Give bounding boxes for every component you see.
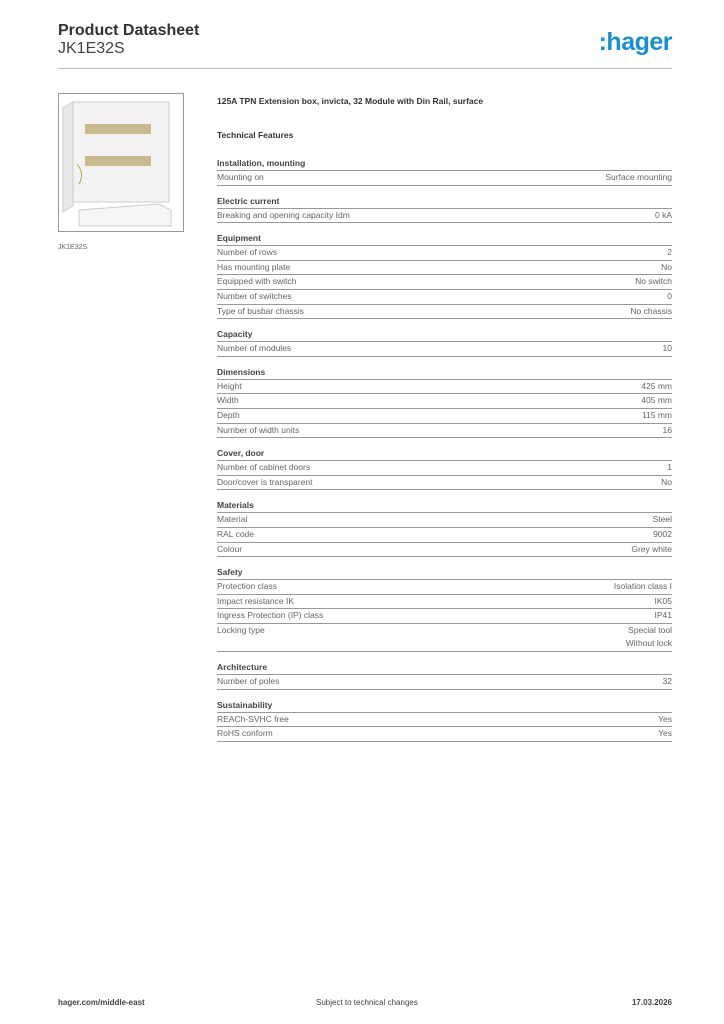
feature-row <box>217 513 672 528</box>
group-heading: Capacity <box>217 327 672 342</box>
feature-label: Number of width units <box>217 424 300 435</box>
group-heading: Materials <box>217 498 672 513</box>
feature-row <box>217 424 672 439</box>
feature-label: Number of poles <box>217 676 280 687</box>
feature-row <box>217 528 672 543</box>
feature-row <box>217 342 672 357</box>
feature-value: Yes <box>658 713 672 724</box>
feature-label: RAL code <box>217 528 255 539</box>
feature-group <box>217 498 672 557</box>
feature-label: REACh-SVHC free <box>217 713 289 724</box>
feature-row <box>217 409 672 424</box>
feature-value: IP41 <box>654 610 672 621</box>
feature-row <box>217 209 672 224</box>
feature-row <box>217 543 672 558</box>
feature-value: No chassis <box>630 305 672 316</box>
feature-value: No switch <box>635 276 672 287</box>
header-divider <box>58 68 672 69</box>
feature-label: RoHS conform <box>217 728 273 739</box>
feature-label: Breaking and opening capacity Idm <box>217 209 350 220</box>
feature-row <box>217 394 672 409</box>
feature-value: 9002 <box>653 528 672 539</box>
feature-label: Door/cover is transparent <box>217 476 313 487</box>
group-heading: Architecture <box>217 660 672 675</box>
feature-value: 2 <box>667 247 672 258</box>
feature-group <box>217 156 672 186</box>
feature-value: IK05 <box>654 595 672 606</box>
feature-group <box>217 194 672 224</box>
feature-label: Equipped with switch <box>217 276 297 287</box>
feature-label: Width <box>217 395 239 406</box>
feature-value: 425 mm <box>641 380 672 391</box>
feature-row <box>217 171 672 186</box>
image-caption: JK1E32S <box>58 244 88 251</box>
feature-row <box>217 290 672 305</box>
group-heading: Installation, mounting <box>217 156 672 171</box>
features <box>217 96 672 750</box>
feature-group <box>217 365 672 438</box>
feature-value: Yes <box>658 728 672 739</box>
feature-value: 115 mm <box>641 409 672 420</box>
feature-label: Number of cabinet doors <box>217 462 311 473</box>
feature-value: 1 <box>667 462 672 473</box>
feature-label: Impact resistance IK <box>217 595 295 606</box>
feature-label: Height <box>217 380 242 391</box>
feature-value: No <box>661 476 672 487</box>
feature-group <box>217 660 672 690</box>
feature-label: Protection class <box>217 581 277 592</box>
feature-group <box>217 565 672 652</box>
feature-label: Number of rows <box>217 247 277 258</box>
feature-row <box>217 246 672 261</box>
feature-value: 0 <box>667 290 672 301</box>
feature-value: Steel <box>652 514 672 525</box>
product-description: 125A TPN Extension box, invicta, 32 Module with Din Rail, surface <box>217 96 484 106</box>
group-heading: Equipment <box>217 231 672 246</box>
feature-row <box>217 380 672 395</box>
feature-value: No <box>661 261 672 272</box>
group-heading: Dimensions <box>217 365 672 380</box>
feature-row <box>217 609 672 624</box>
feature-label: Number of modules <box>217 343 292 354</box>
feature-row <box>217 580 672 595</box>
feature-row <box>217 595 672 610</box>
feature-value: 0 kA <box>654 209 672 220</box>
feature-label: Colour <box>217 543 243 554</box>
feature-label: Mounting on <box>217 172 264 182</box>
group-heading: Sustainability <box>217 698 672 713</box>
feature-group <box>217 327 672 357</box>
feature-value: Special tool Without lock <box>625 624 672 649</box>
page-title: Product Datasheet <box>58 22 200 39</box>
feature-value: 16 <box>662 424 672 435</box>
feature-value: 32 <box>662 676 672 687</box>
footer-date: 17.03.2026 <box>631 998 672 1007</box>
product-code: JK1E32S <box>58 40 125 57</box>
feature-value: Grey white <box>631 543 672 554</box>
feature-row <box>217 624 672 652</box>
feature-value: 10 <box>662 343 672 354</box>
feature-row <box>217 476 672 491</box>
group-heading: Electric current <box>217 194 672 209</box>
feature-group <box>217 698 672 742</box>
feature-row <box>217 713 672 728</box>
feature-row <box>217 305 672 320</box>
feature-label: Depth <box>217 409 240 420</box>
feature-label: Locking type <box>217 624 265 635</box>
feature-label: Number of switches <box>217 290 292 301</box>
footer-note: Subject to technical changes <box>316 998 418 1007</box>
group-heading: Cover, door <box>217 446 672 461</box>
feature-label: Ingress Protection (IP) class <box>217 610 324 621</box>
feature-group <box>217 231 672 319</box>
group-heading: Safety <box>217 565 672 580</box>
product-image <box>58 93 184 232</box>
feature-row <box>217 261 672 276</box>
footer-website[interactable]: hager.com/middle-east <box>58 998 145 1007</box>
technical-features-heading: Technical Features <box>217 130 294 140</box>
feature-row <box>217 727 672 742</box>
feature-label: Type of busbar chassis <box>217 305 304 316</box>
feature-row <box>217 675 672 690</box>
feature-label: Material <box>217 514 248 525</box>
feature-value: 405 mm <box>641 395 672 406</box>
feature-row <box>217 461 672 476</box>
feature-value: Surface mounting <box>605 172 672 182</box>
feature-value: Isolation class I <box>613 581 672 592</box>
feature-label: Has mounting plate <box>217 261 291 272</box>
feature-group <box>217 446 672 490</box>
feature-row <box>217 275 672 290</box>
hager-logo: :hager <box>598 28 672 56</box>
